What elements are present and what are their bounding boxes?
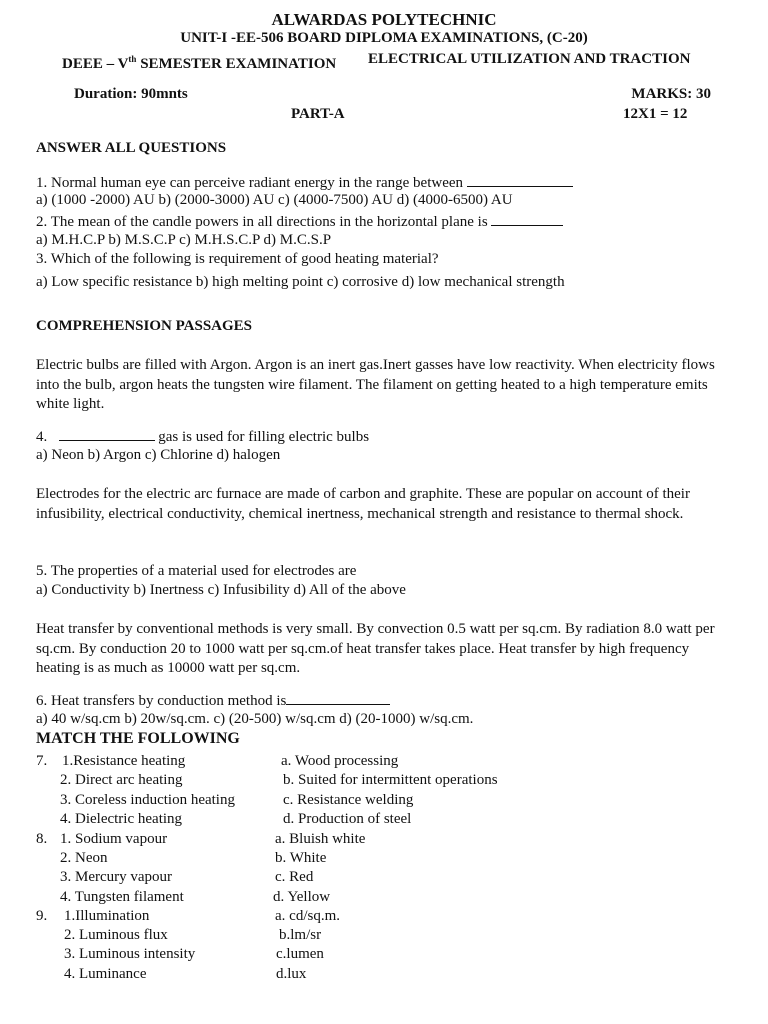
question-text: 1. Normal human eye can perceive radiant energy in the range between [36,175,464,191]
question-5-options: a) Conductivity b) Inertness c) Infusibility d) All of the above [36,582,406,598]
match-right-item: c. Resistance welding [283,792,414,808]
semester-pre: DEEE – V [62,56,129,72]
match-right-item: b. White [275,850,327,866]
match-left-item: 1. Sodium vapour [60,831,168,847]
semester-post: SEMESTER EXAMINATION [136,56,337,72]
match-heading: MATCH THE FOLLOWING [36,730,240,747]
question-text: 6. Heat transfers by conduction method is [36,693,287,709]
passage-1: Electric bulbs are filled with Argon. Argon is an inert gas.Inert gasses have low reactivity. When electricity flows into the bulb, argon heats the tungsten wire filament. The filament on getting heated to a high temperature emits white light. [36,357,715,412]
answer-blank [467,173,573,187]
match-left-item: 2. Luminous flux [64,927,168,943]
match-right-item: b.lm/sr [279,927,322,943]
answer-blank [59,427,155,441]
comprehension-heading: COMPREHENSION PASSAGES [36,318,253,334]
question-1 [36,173,573,193]
match-left-item: 3. Mercury vapour [60,869,173,885]
match-left-item: 3. Coreless induction heating [60,792,235,808]
institution-title: ALWARDAS POLYTECHNIC [271,10,497,29]
answer-blank [286,691,390,705]
marks-scheme: 12X1 = 12 [623,106,688,122]
subject-title: ELECTRICAL UTILIZATION AND TRACTION [368,51,691,67]
question-number: 4. [36,429,48,445]
match-right-item: d.lux [276,966,307,982]
match-right-item: b. Suited for intermittent operations [283,772,498,788]
match-right-item: a. cd/sq.m. [275,908,340,924]
match-left-item: 1.Resistance heating [62,753,186,769]
match-number: 7. [36,753,48,769]
match-right-item: c. Red [275,869,314,885]
match-left-item: 1.Illumination [64,908,150,924]
match-left-item: 2. Direct arc heating [60,772,183,788]
question-6 [36,691,390,711]
passage-3: Heat transfer by conventional methods is very small. By convection 0.5 watt per sq.cm. By radiation 8.0 watt per sq.cm. By conduction 20 to 1000 watt per sq.cm.of heat transfer takes place. Heat transfer by high frequency heating is as much as 10000 watt per sq.cm. [36,621,715,676]
question-5: 5. The properties of a material used for electrodes are [36,563,357,579]
question-text: 2. The mean of the candle powers in all directions in the horizontal plane is [36,214,488,230]
question-1-options: a) (1000 -2000) AU b) (2000-3000) AU c) (4000-7500) AU d) (4000-6500) AU [36,192,513,208]
question-3: 3. Which of the following is requirement of good heating material? [36,251,439,267]
question-2-options: a) M.H.C.P b) M.S.C.P c) M.H.S.C.P d) M.C.S.P [36,232,332,248]
question-text: gas is used for filling electric bulbs [158,429,370,445]
passage-2: Electrodes for the electric arc furnace are made of carbon and graphite. These are popular on account of their infusibility, electrical conductivity, chemical inertness, mechanical strength and resistance to thermal shock. [36,486,690,522]
answer-blank [491,212,563,226]
instructions: ANSWER ALL QUESTIONS [36,140,227,156]
match-right-item: c.lumen [276,946,324,962]
match-left-item: 4. Tungsten filament [60,889,184,905]
match-right-item: d. Yellow [273,889,331,905]
semester-line [62,50,336,74]
question-2 [36,212,563,232]
question-6-options: a) 40 w/sq.cm b) 20w/sq.cm. c) (20-500) w/sq.cm d) (20-1000) w/sq.cm. [36,711,474,727]
question-3-options: a) Low specific resistance b) high melting point c) corrosive d) low mechanical strength [36,274,565,290]
question-4-options: a) Neon b) Argon c) Chlorine d) halogen [36,447,281,463]
match-left-item: 4. Dielectric heating [60,811,183,827]
question-4 [36,427,369,447]
match-right-item: d. Production of steel [283,811,412,827]
match-number: 8. [36,831,48,847]
part-label: PART-A [291,106,345,122]
match-number: 9. [36,908,48,924]
match-right-item: a. Wood processing [281,753,399,769]
exam-line: UNIT-I -EE-506 BOARD DIPLOMA EXAMINATIONS, (C-20) [180,30,588,46]
marks: MARKS: 30 [631,86,711,102]
match-left-item: 4. Luminance [64,966,147,982]
match-left-item: 2. Neon [60,850,108,866]
semester-sup: th [128,54,137,64]
match-right-item: a. Bluish white [275,831,366,847]
match-left-item: 3. Luminous intensity [64,946,196,962]
duration: Duration: 90mnts [74,86,188,102]
